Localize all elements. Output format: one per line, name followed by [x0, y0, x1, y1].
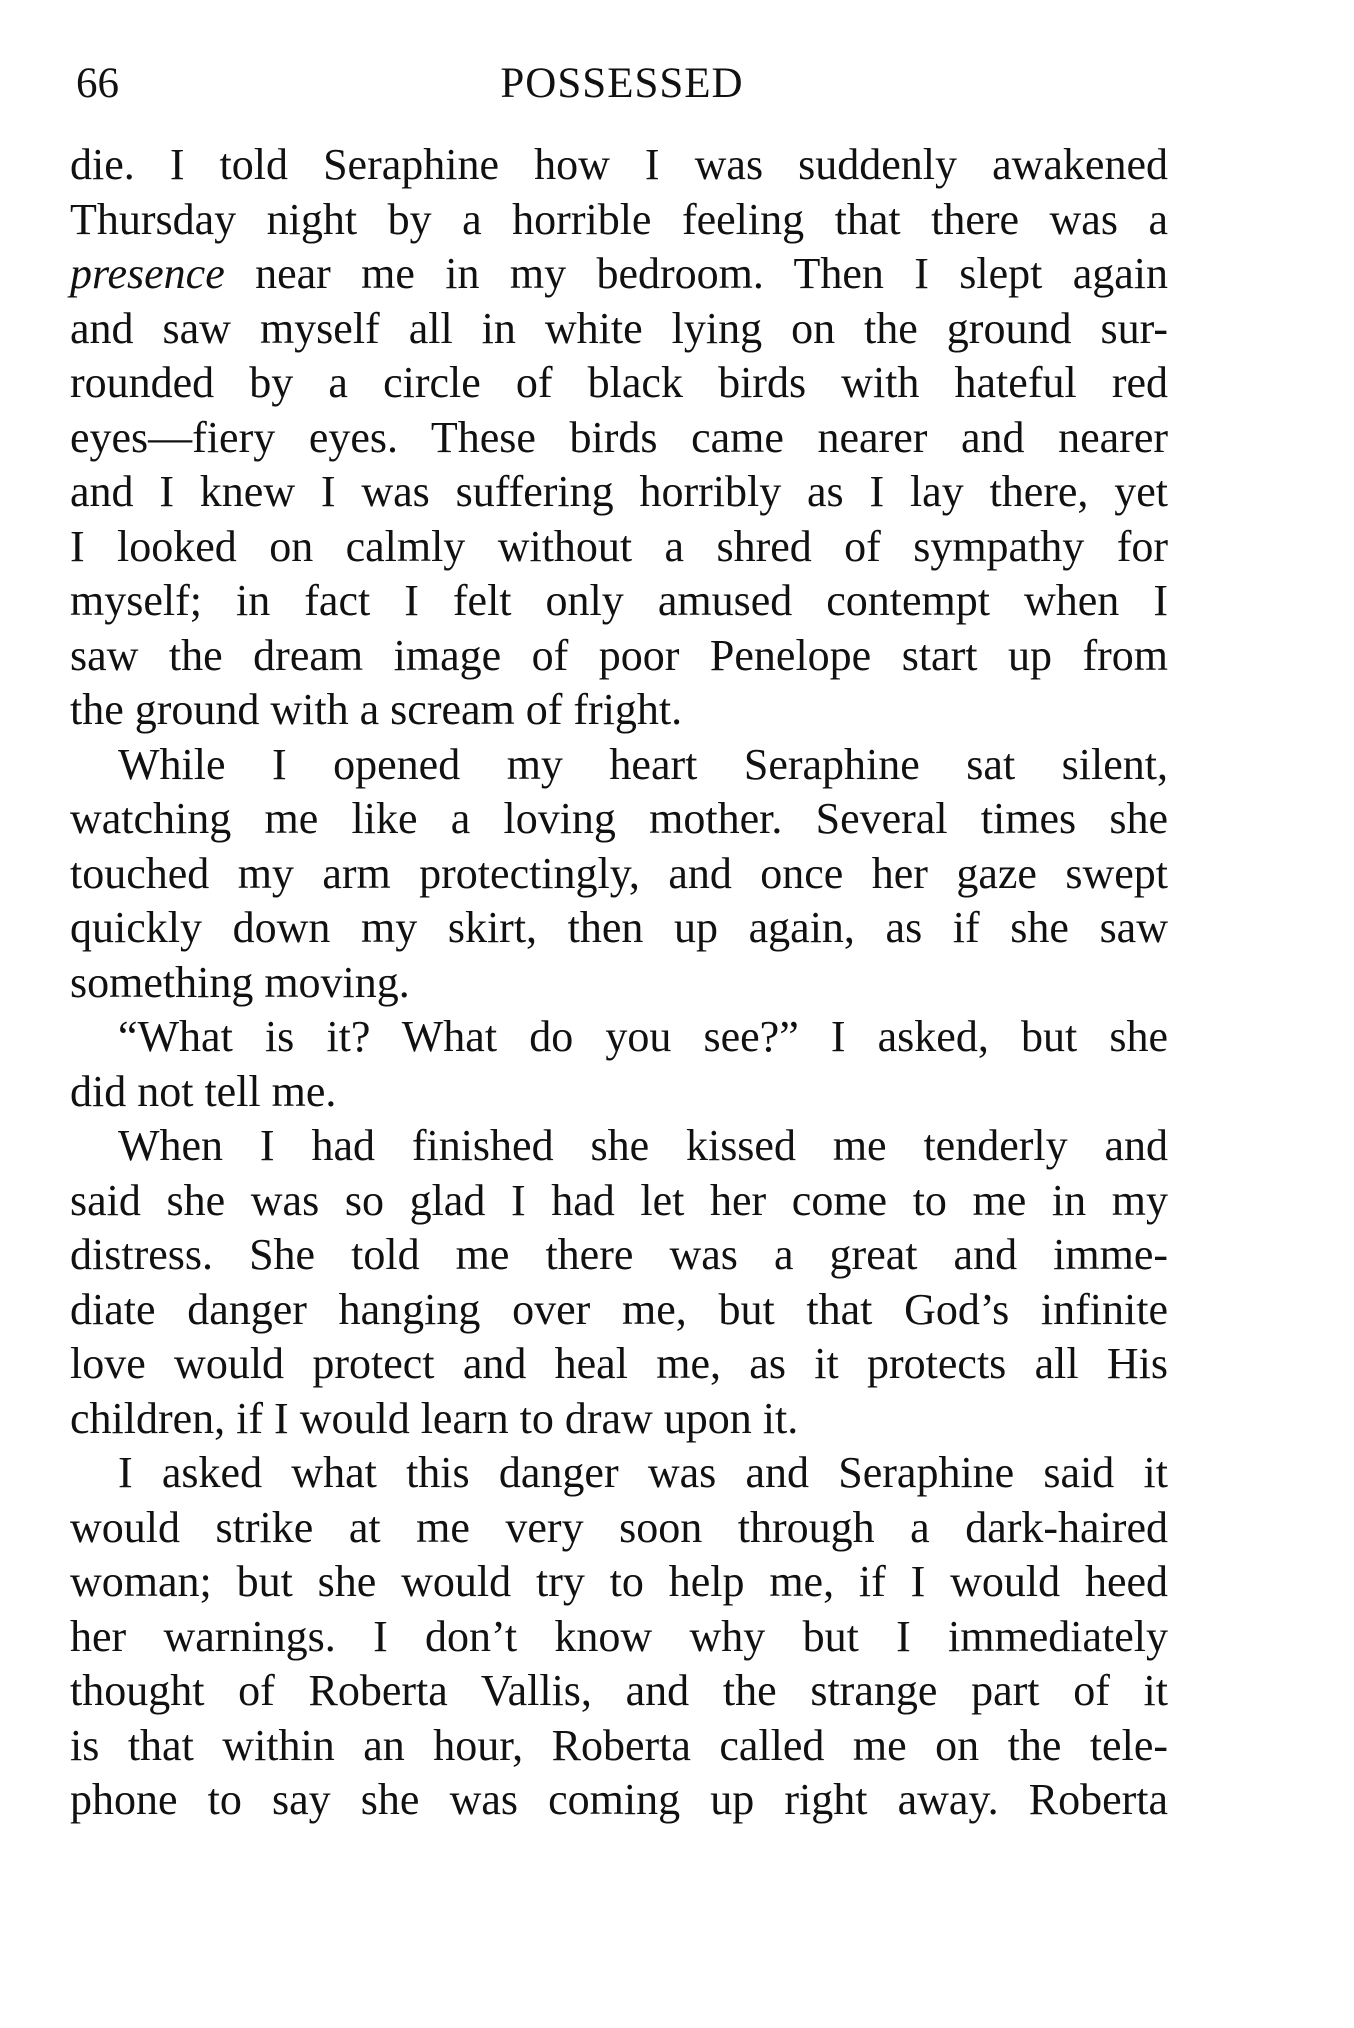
text-line: thought of Roberta Vallis, and the strange part of it	[70, 1666, 1168, 1715]
text-line: die. I told Seraphine how I was suddenly awakened	[70, 140, 1168, 189]
text-line: myself; in fact I felt only amused contempt when I	[70, 576, 1168, 625]
text-line: rounded by a circle of black birds with hateful red	[70, 358, 1168, 407]
text-line: and I knew I was suffering horribly as I lay there, yet	[70, 467, 1168, 516]
text-line: Thursday night by a horrible feeling that there was a	[70, 194, 1168, 244]
text-line: When I had finished she kissed me tenderly and	[118, 1121, 1168, 1170]
text-line: eyes—fiery eyes. These birds came nearer and nearer	[70, 412, 1168, 462]
text-line: While I opened my heart Seraphine sat silent,	[118, 739, 1168, 789]
text-line: something moving.	[70, 957, 410, 1007]
page-number: 66	[76, 60, 119, 107]
text-line: did not tell me.	[70, 1066, 337, 1116]
text-line: woman; but she would try to help me, if I would heed	[70, 1557, 1168, 1606]
text-line: I asked what this danger was and Seraphine said it	[118, 1448, 1168, 1497]
running-head	[76, 54, 1168, 114]
text-line: her warnings. I don’t know why but I immediately	[70, 1611, 1168, 1661]
italic-word: presence	[70, 249, 225, 298]
text-line: saw the dream image of poor Penelope start up from	[70, 630, 1168, 680]
text-line: said she was so glad I had let her come to me in my	[70, 1175, 1168, 1225]
text-line: the ground with a scream of fright.	[70, 685, 683, 734]
text-line: touched my arm protectingly, and once her gaze swept	[70, 848, 1168, 898]
text-line	[70, 247, 1168, 302]
text-line: “What is it? What do you see?” I asked, but she	[118, 1012, 1168, 1061]
text-line: I looked on calmly without a shred of sympathy for	[70, 521, 1168, 571]
text-line: love would protect and heal me, as it protects all His	[70, 1339, 1168, 1388]
running-title: POSSESSED	[500, 60, 744, 107]
text-line: watching me like a loving mother. Several times she	[70, 794, 1168, 843]
text-line: distress. She told me there was a great and imme-	[70, 1230, 1168, 1279]
body-text	[70, 138, 1168, 1828]
text-line: phone to say she was coming up right away. Roberta	[70, 1775, 1168, 1824]
line-rest: near me in my bedroom. Then I slept again	[224, 249, 1168, 298]
text-line: would strike at me very soon through a dark-haired	[70, 1502, 1168, 1552]
text-line: quickly down my skirt, then up again, as if she saw	[70, 903, 1168, 952]
text-line: diate danger hanging over me, but that God’s infinite	[70, 1284, 1168, 1334]
text-line: is that within an hour, Roberta called me on the tele-	[70, 1720, 1168, 1770]
text-line: children, if I would learn to draw upon it.	[70, 1393, 799, 1443]
text-line: and saw myself all in white lying on the ground sur-	[70, 303, 1168, 353]
